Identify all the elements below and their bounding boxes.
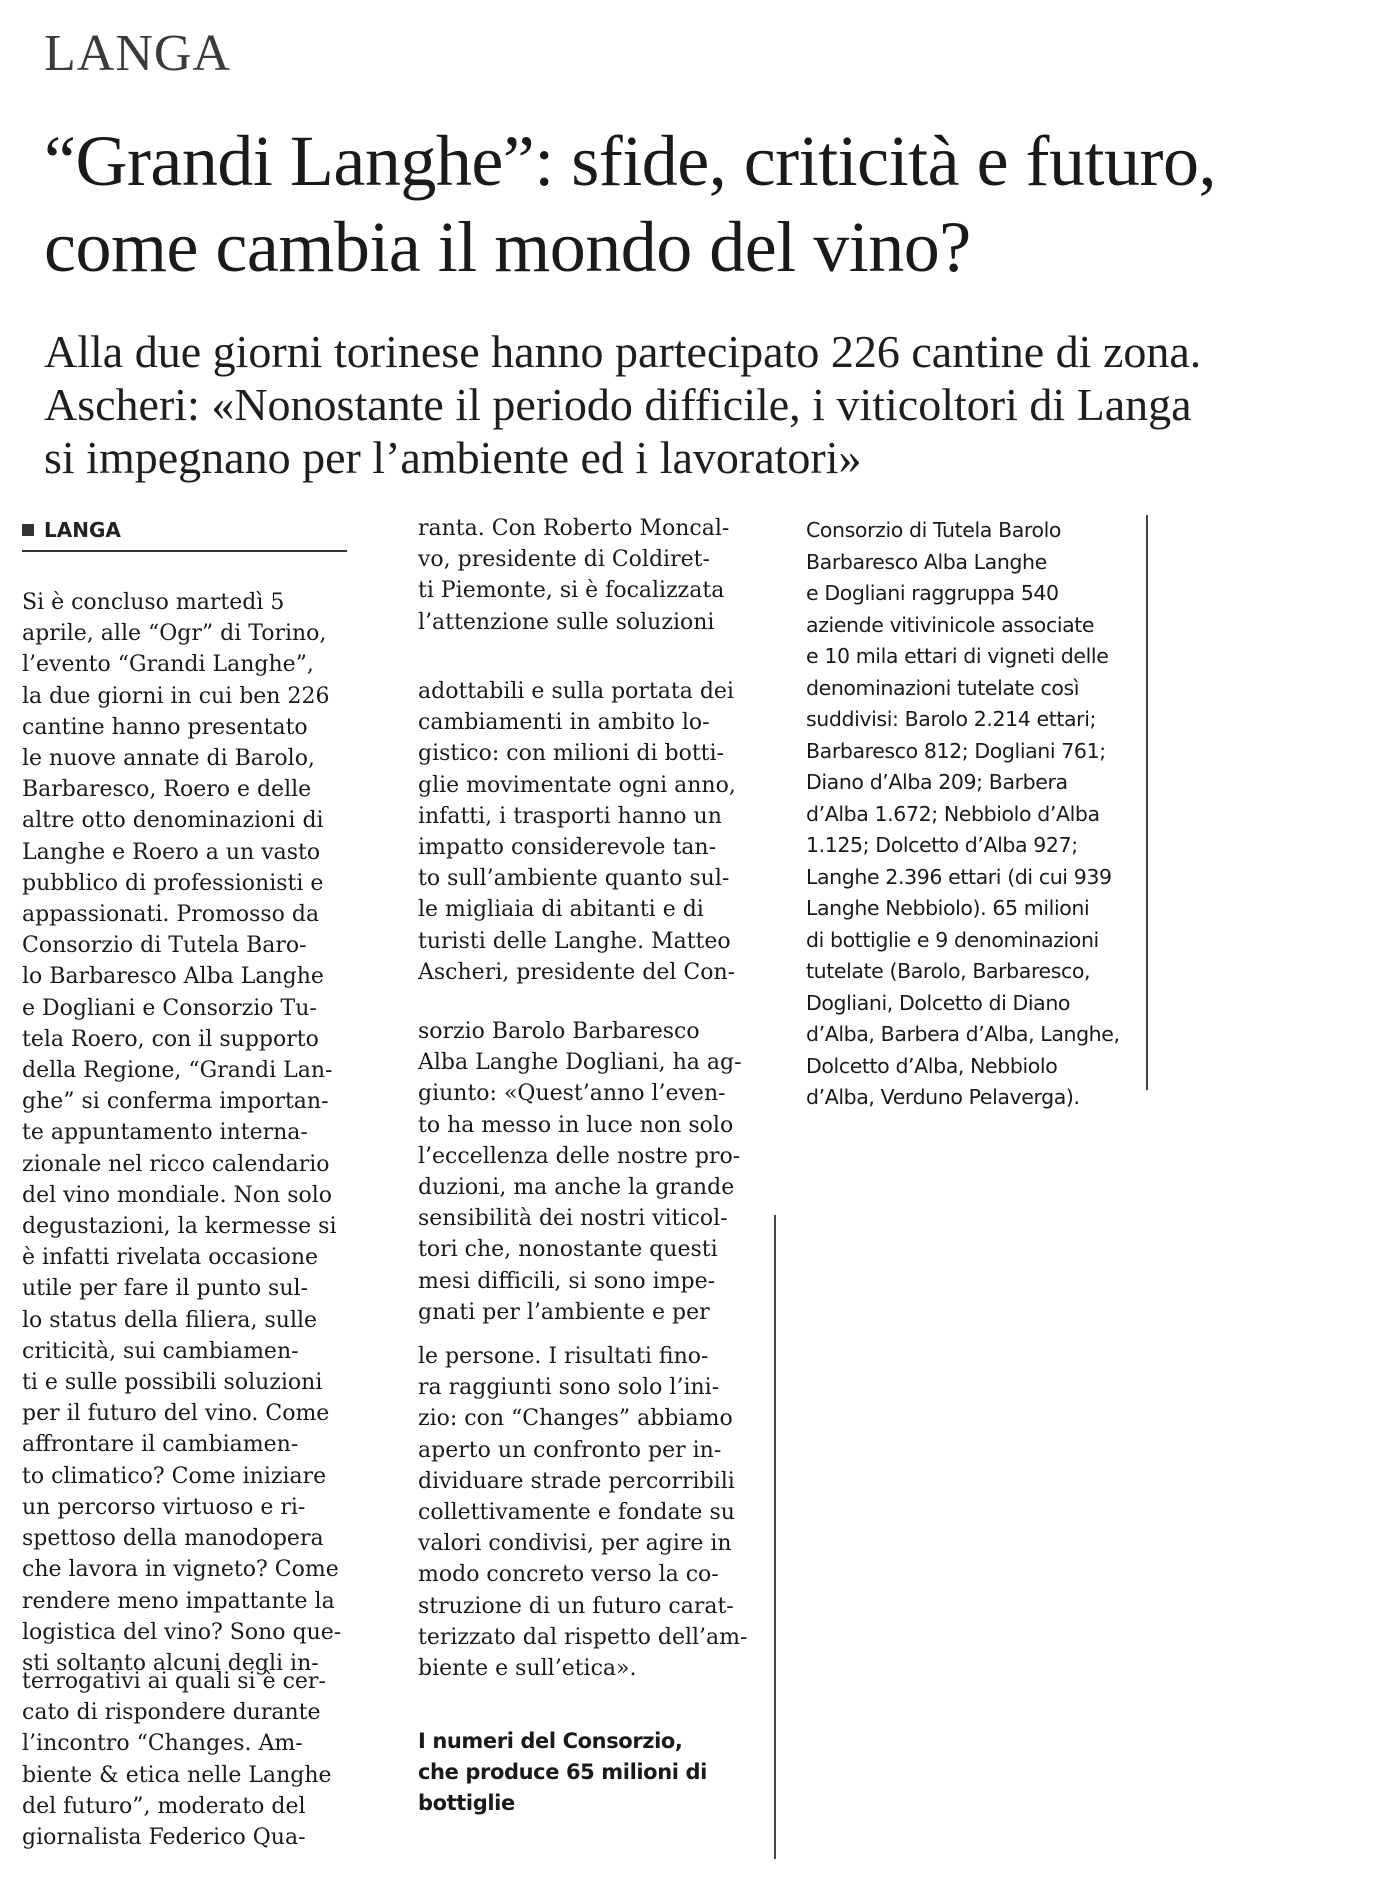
text-line: giornalista Federico Qua- — [22, 1825, 306, 1851]
text-line: terrogativi ai quali si è cer- — [22, 1669, 326, 1694]
text-line: bottiglie — [418, 1791, 515, 1815]
article-col1-block2 — [22, 1666, 352, 1853]
byline-label: LANGA — [44, 518, 121, 542]
text-line: Consorzio di Tutela Barolo — [806, 518, 1062, 542]
text-line: le migliaia di abitanti e di — [418, 897, 704, 923]
text-line: I numeri del Consorzio, — [418, 1729, 683, 1753]
headline-line: “Grandi Langhe”: sfide, criticità e futuro, — [44, 121, 1216, 201]
text-line: to sull’ambiente quanto sul- — [418, 866, 730, 892]
text-line: cato di rispondere durante — [22, 1700, 321, 1726]
text-line: della Regione, “Grandi Lan- — [22, 1058, 333, 1084]
text-line: adottabili e sulla portata dei — [418, 679, 734, 704]
text-line: terizzato dal rispetto dell’am- — [418, 1624, 748, 1650]
text-line: Dogliani, Dolcetto di Diano — [806, 990, 1071, 1015]
text-line: turisti delle Langhe. Matteo — [418, 928, 731, 954]
text-line: Barbaresco Alba Langhe — [806, 549, 1047, 574]
text-line: e 10 mila ettari di vigneti delle — [806, 644, 1109, 668]
text-line: Diano d’Alba 209; Barbera — [806, 770, 1068, 794]
text-line: è infatti rivelata occasione — [22, 1245, 319, 1271]
text-line: sorzio Barolo Barbaresco — [418, 1019, 700, 1044]
text-line: te appuntamento interna- — [22, 1120, 308, 1146]
text-line: lo Barbaresco Alba Langhe — [22, 964, 324, 990]
text-line: zionale nel ricco calendario — [22, 1151, 330, 1177]
text-line: Barbaresco 812; Dogliani 761; — [806, 738, 1106, 763]
text-line: che lavora in vigneto? Come — [22, 1557, 339, 1583]
square-bullet-icon — [22, 524, 34, 536]
subheadline — [44, 325, 1364, 484]
text-line: collettivamente e fondate su — [418, 1500, 735, 1526]
text-line: Langhe e Roero a un vasto — [22, 839, 321, 865]
text-line: Si è concluso martedì 5 — [22, 590, 285, 615]
text-line: gnati per l’ambiente e per — [418, 1299, 710, 1325]
subhead-line: Ascheri: «Nonostante il periodo difficile, i viticoltori di Langa — [44, 379, 1192, 430]
text-line: suddivisi: Barolo 2.214 ettari; — [806, 707, 1097, 731]
article-col2-block1 — [418, 513, 748, 638]
text-line: l’incontro “Changes. Am- — [22, 1731, 303, 1757]
text-line: e Dogliani raggruppa 540 — [806, 581, 1059, 605]
headline — [44, 118, 1354, 290]
text-line: mesi difficili, si sono impe- — [418, 1268, 716, 1294]
text-line: l’eccellenza delle nostre pro- — [418, 1143, 741, 1169]
text-line: modo concreto verso la co- — [418, 1562, 719, 1588]
text-line: d’Alba, Verduno Pelaverga). — [806, 1085, 1080, 1109]
text-line: gistico: con milioni di botti- — [418, 741, 724, 767]
text-line: lo status della filiera, sulle — [22, 1307, 318, 1333]
text-line: denominazioni tutelate così — [806, 675, 1080, 700]
text-line: Dolcetto d’Alba, Nebbiolo — [806, 1053, 1058, 1078]
text-line: che produce 65 milioni di — [418, 1760, 707, 1784]
subhead-line: Alla due giorni torinese hanno partecipato 226 cantine di zona. — [44, 326, 1202, 377]
text-line: cantine hanno presentato — [22, 714, 308, 740]
text-line: pubblico di professionisti e — [22, 870, 324, 896]
article-col1-block1 — [22, 587, 352, 1679]
text-line: biente e sull’etica». — [418, 1656, 637, 1682]
article-col2-block4 — [418, 1341, 748, 1684]
text-line: le persone. I risultati fino- — [418, 1344, 709, 1369]
text-line: biente & etica nelle Langhe — [22, 1762, 332, 1788]
text-line: e Dogliani e Consorzio Tu- — [22, 995, 317, 1021]
text-line: ghe” si conferma importan- — [22, 1089, 329, 1115]
text-line: 1.125; Dolcetto d’Alba 927; — [806, 833, 1078, 857]
article-col2-block2 — [418, 676, 748, 988]
text-line: l’evento “Grandi Langhe”, — [22, 652, 314, 678]
text-line: aziende vitivinicole associate — [806, 612, 1095, 637]
text-line: aprile, alle “Ogr” di Torino, — [22, 621, 327, 647]
text-line: ranta. Con Roberto Moncal- — [418, 516, 730, 541]
text-line: to ha messo in luce non solo — [418, 1112, 734, 1138]
text-line: d’Alba 1.672; Nebbiolo d’Alba — [806, 801, 1100, 826]
text-line: dividuare strade percorribili — [418, 1468, 735, 1494]
text-line: Langhe 2.396 ettari (di cui 939 — [806, 864, 1112, 889]
text-line: impatto considerevole tan- — [418, 835, 716, 861]
text-line: valori condivisi, per agire in — [418, 1531, 732, 1557]
sidebar-body — [806, 515, 1136, 1114]
sidebar-title — [418, 1726, 758, 1819]
text-line: altre otto denominazioni di — [22, 808, 324, 834]
text-line: logistica del vino? Sono que- — [22, 1619, 342, 1645]
subhead-line: si impegnano per l’ambiente ed i lavoratori» — [44, 432, 862, 483]
text-line: ti e sulle possibili soluzioni — [22, 1370, 323, 1396]
text-line: ti Piemonte, si è focalizzata — [418, 578, 725, 604]
text-line: spettoso della manodopera — [22, 1526, 324, 1552]
text-line: d’Alba, Barbera d’Alba, Langhe, — [806, 1022, 1120, 1046]
text-line: degustazioni, la kermesse si — [22, 1214, 337, 1240]
headline-line: come cambia il mondo del vino? — [44, 207, 971, 287]
text-line: la due giorni in cui ben 226 — [22, 683, 330, 709]
text-line: del futuro”, moderato del — [22, 1793, 306, 1819]
text-line: sti soltanto alcuni degli in- — [22, 1650, 319, 1676]
column-divider — [1146, 515, 1148, 1090]
text-line: aperto un confronto per in- — [418, 1437, 722, 1463]
text-line: le nuove annate di Barolo, — [22, 746, 315, 772]
text-line: del vino mondiale. Non solo — [22, 1182, 333, 1208]
text-line: glie movimentate ogni anno, — [418, 772, 736, 798]
text-line: per il futuro del vino. Come — [22, 1401, 330, 1427]
byline — [22, 518, 347, 552]
text-line: infatti, i trasporti hanno un — [418, 803, 722, 829]
text-line: cambiamenti in ambito lo- — [418, 710, 710, 736]
section-label: LANGA — [44, 25, 231, 82]
text-line: sensibilità dei nostri viticol- — [418, 1206, 728, 1232]
text-line: Alba Langhe Dogliani, ha ag- — [418, 1050, 742, 1076]
text-line: affrontare il cambiamen- — [22, 1432, 299, 1458]
text-line: l’attenzione sulle soluzioni — [418, 609, 715, 635]
text-line: criticità, sui cambiamen- — [22, 1338, 299, 1364]
text-line: utile per fare il punto sul- — [22, 1276, 308, 1302]
text-line: ra raggiunti sono solo l’ini- — [418, 1375, 720, 1401]
text-line: tori che, nonostante questi — [418, 1237, 718, 1263]
text-line: zio: con “Changes” abbiamo — [418, 1406, 733, 1432]
text-line: struzione di un futuro carat- — [418, 1593, 734, 1619]
text-line: Ascheri, presidente del Con- — [418, 959, 736, 985]
text-line: Consorzio di Tutela Baro- — [22, 933, 307, 959]
text-line: tela Roero, con il supporto — [22, 1026, 319, 1052]
text-line: Langhe Nebbiolo). 65 milioni — [806, 896, 1090, 920]
text-line: vo, presidente di Coldiret- — [418, 547, 710, 573]
text-line: Barbaresco, Roero e delle — [22, 777, 312, 803]
column-divider — [774, 1215, 776, 1859]
text-line: di bottiglie e 9 denominazioni — [806, 927, 1099, 952]
text-line: appassionati. Promosso da — [22, 902, 320, 928]
text-line: rendere meno impattante la — [22, 1588, 335, 1614]
text-line: giunto: «Quest’anno l’even- — [418, 1081, 726, 1107]
text-line: tutelate (Barolo, Barbaresco, — [806, 959, 1091, 983]
text-line: un percorso virtuoso e ri- — [22, 1494, 306, 1520]
article-col2-block3 — [418, 1016, 748, 1328]
text-line: to climatico? Come iniziare — [22, 1463, 327, 1489]
text-line: duzioni, ma anche la grande — [418, 1175, 735, 1201]
